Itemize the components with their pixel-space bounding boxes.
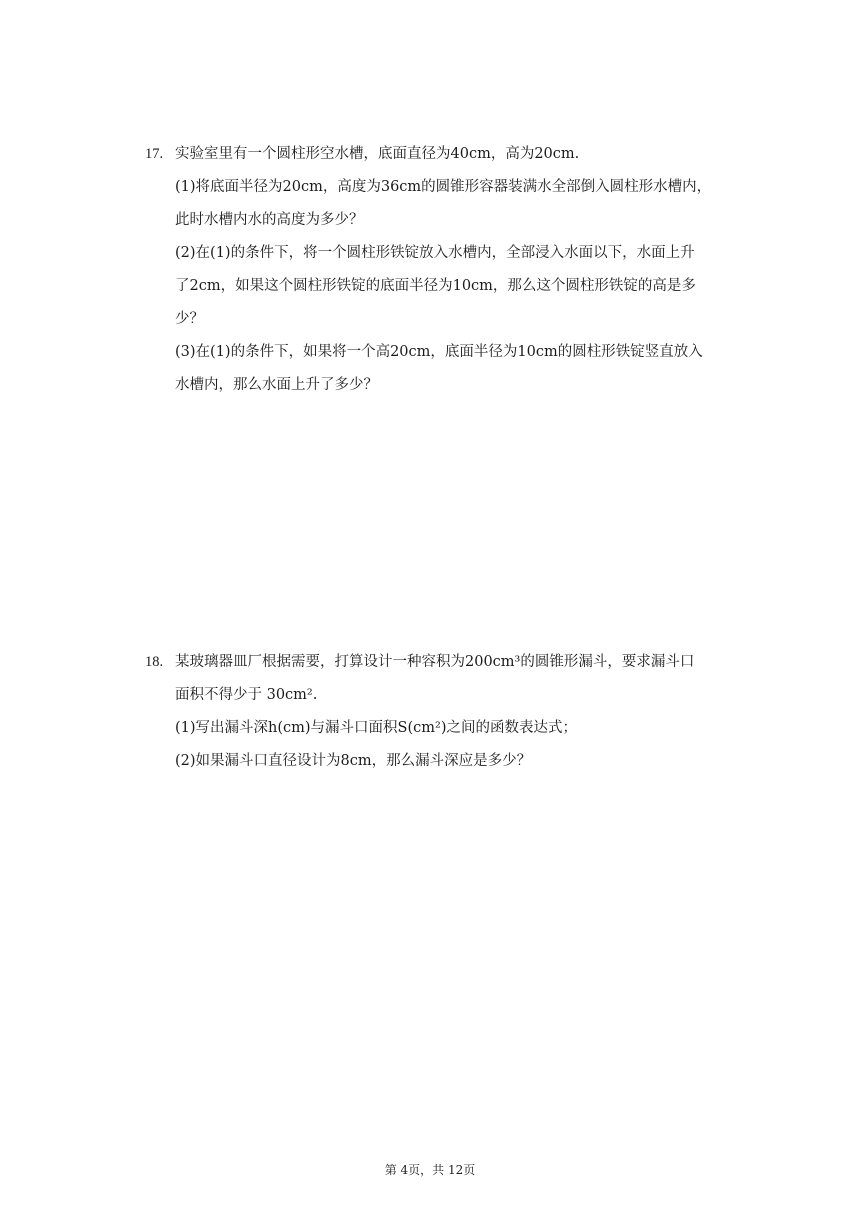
- question-line: 此时水槽内水的高度为多少？: [175, 212, 364, 228]
- question-number: 17.: [145, 146, 164, 162]
- question-17: [145, 138, 735, 402]
- question-line: (3)在(1)的条件下，如果将一个高20cm，底面半径为10cm的圆柱形铁锭竖直放入: [175, 344, 703, 360]
- question-line: 水槽内，那么水面上升了多少？: [175, 377, 378, 393]
- question-line: 了2cm，如果这个圆柱形铁锭的底面半径为10cm，那么这个圆柱形铁锭的高是多: [175, 278, 696, 294]
- question-line: 18. 某玻璃器皿厂根据需要，打算设计一种容积为200cm³的圆锥形漏斗，要求漏斗口: [145, 646, 735, 679]
- page-footer: 第 4页，共 12页: [384, 1163, 476, 1177]
- question-line: 17. 实验室里有一个圆柱形空水槽，底面直径为40cm，高为20cm.: [145, 138, 735, 171]
- question-number: 18.: [145, 654, 164, 670]
- question-line: (2)在(1)的条件下，将一个圆柱形铁锭放入水槽内，全部浸入水面以下，水面上升: [175, 245, 695, 261]
- question-line: 少？: [175, 311, 204, 327]
- question-line: (2)如果漏斗口直径设计为8cm，那么漏斗深应是多少？: [175, 753, 532, 769]
- question-line: (1)将底面半径为20cm，高度为36cm的圆锥形容器装满水全部倒入圆柱形水槽内，: [175, 179, 712, 195]
- question-line: (1)写出漏斗深h(cm)与漏斗口面积S(cm²)之间的函数表达式；: [175, 720, 577, 736]
- question-18: [145, 646, 735, 778]
- question-line: 面积不得少于 30cm².: [175, 687, 318, 703]
